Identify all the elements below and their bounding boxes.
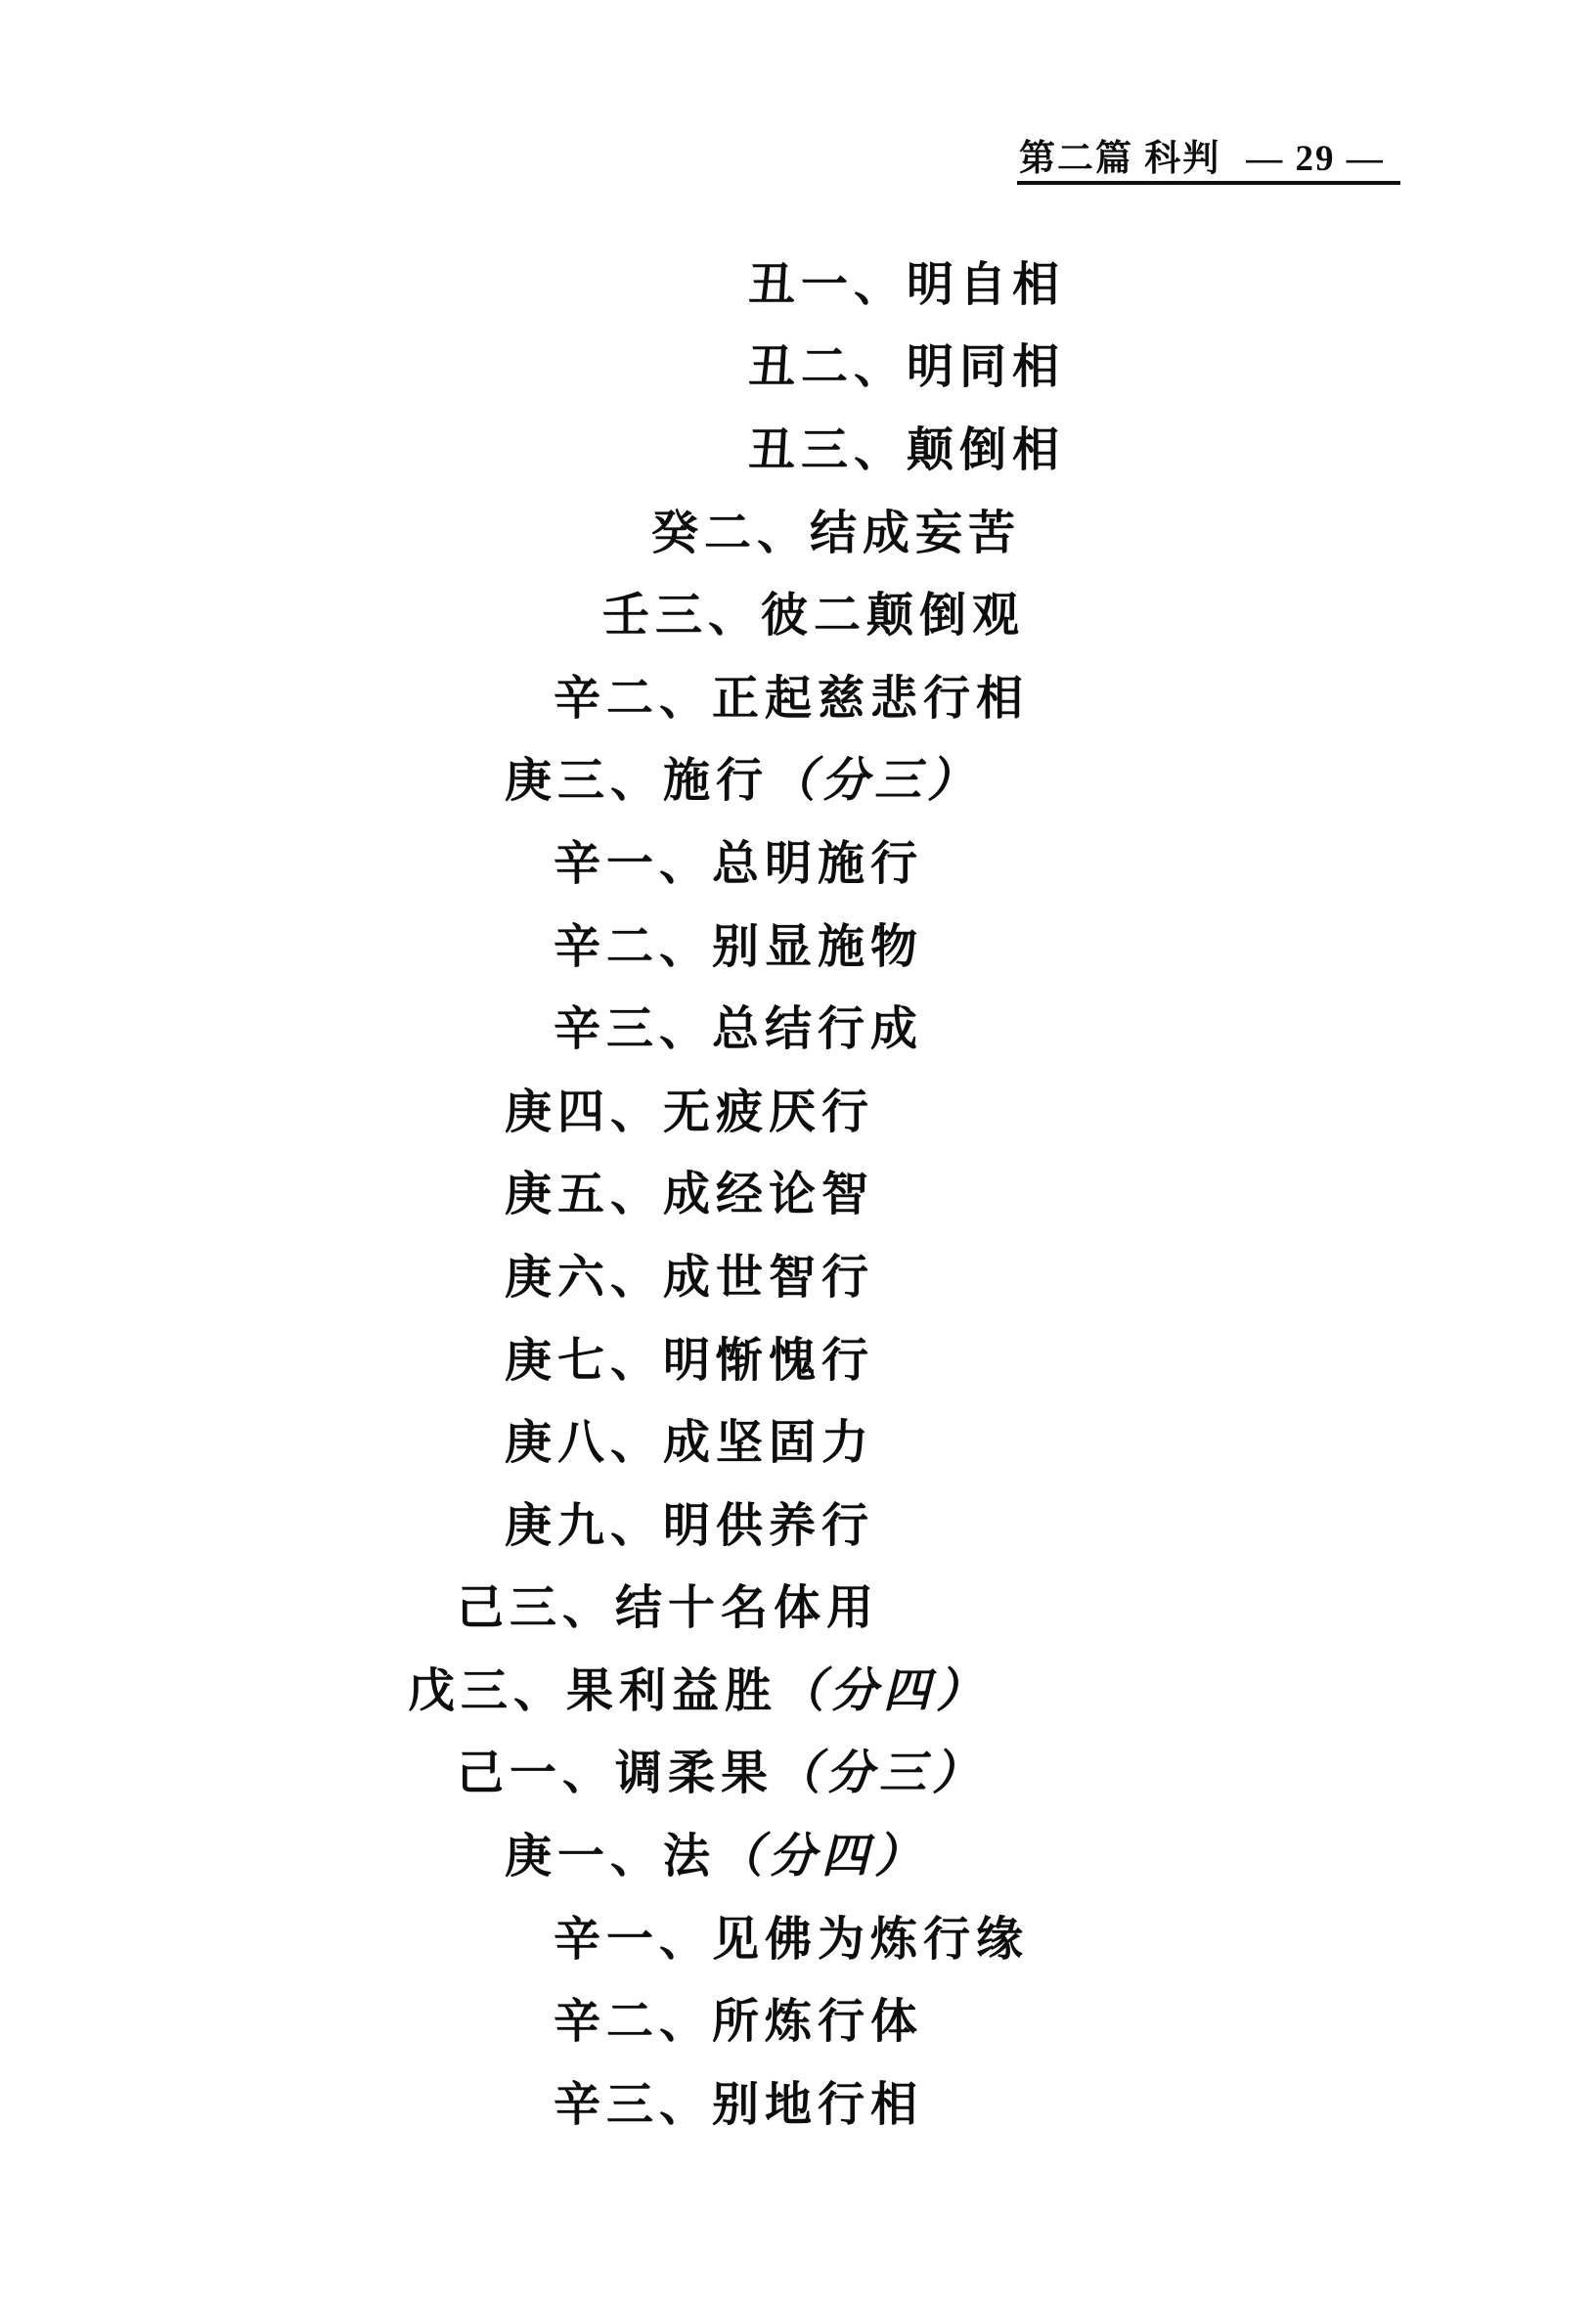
outline-line (505, 1066, 1596, 1149)
outline-line-text: 丑二、明同相 (748, 341, 1066, 394)
outline-line (554, 818, 1596, 901)
outline-line (554, 983, 1596, 1066)
outline-line-text: 壬三、彼二颠倒观 (602, 590, 1026, 642)
outline-line-text: 辛一、总明施行 (554, 837, 924, 890)
outline-line (651, 487, 1596, 570)
outline-line (505, 1480, 1596, 1563)
outline-line (748, 404, 1596, 487)
outline-line-text: 庚七、明惭愧行 (505, 1334, 875, 1387)
outline (0, 239, 1596, 2142)
outline-line (748, 239, 1596, 322)
outline-line-division-note: （分三） (774, 1748, 986, 1800)
outline-line-text: 庚九、明供养行 (505, 1499, 875, 1552)
outline-line (554, 2059, 1596, 2142)
header-title: 第二篇 科判 (1019, 139, 1221, 179)
outline-line-text: 庚一、法 (505, 1831, 717, 1883)
header-page-marker: — 29 — (1246, 139, 1385, 179)
outline-line (505, 1396, 1596, 1480)
outline-line (554, 652, 1596, 735)
outline-line-division-note: （分三） (769, 755, 981, 808)
outline-line-division-note: （分四） (716, 1831, 928, 1883)
outline-line (554, 1893, 1596, 1976)
outline-line-text: 辛二、别显施物 (554, 920, 924, 973)
outline-line (554, 1975, 1596, 2059)
outline-line (505, 735, 1596, 819)
outline-line (505, 1231, 1596, 1314)
outline-line-text: 辛三、总结行成 (554, 1003, 924, 1056)
outline-line-text: 庚八、成坚固力 (505, 1417, 875, 1470)
outline-line (505, 1149, 1596, 1232)
outline-line-text: 庚六、成世智行 (505, 1251, 875, 1304)
outline-line-text: 戊三、果利益胜 (408, 1664, 778, 1717)
outline-line-text: 庚五、成经论智 (505, 1169, 875, 1221)
outline-line-text: 辛三、别地行相 (554, 2078, 924, 2131)
outline-line (457, 1563, 1596, 1646)
outline-line (748, 322, 1596, 405)
outline-line-text: 丑一、明自相 (748, 258, 1066, 311)
outline-line-text: 丑三、颠倒相 (748, 423, 1066, 476)
outline-line (408, 1645, 1596, 1728)
outline-line (505, 1810, 1596, 1893)
outline-line-text: 己一、调柔果 (457, 1748, 775, 1800)
outline-line-text: 辛二、所炼行体 (554, 1996, 924, 2049)
outline-line-text: 己三、结十名体用 (457, 1582, 880, 1635)
outline-line-text: 辛二、正起慈悲行相 (554, 672, 1030, 725)
outline-line (602, 569, 1596, 652)
outline-line (457, 1728, 1596, 1811)
outline-line-text: 癸二、结成妄苦 (651, 507, 1022, 559)
outline-line-text: 庚四、无疲厌行 (505, 1085, 875, 1138)
outline-line-division-note: （分四） (777, 1664, 990, 1717)
page-header (1017, 141, 1400, 185)
outline-line-text: 庚三、施行 (505, 755, 770, 808)
outline-line-text: 辛一、见佛为炼行缘 (554, 1913, 1030, 1966)
outline-line (505, 1314, 1596, 1397)
outline-line (554, 901, 1596, 984)
